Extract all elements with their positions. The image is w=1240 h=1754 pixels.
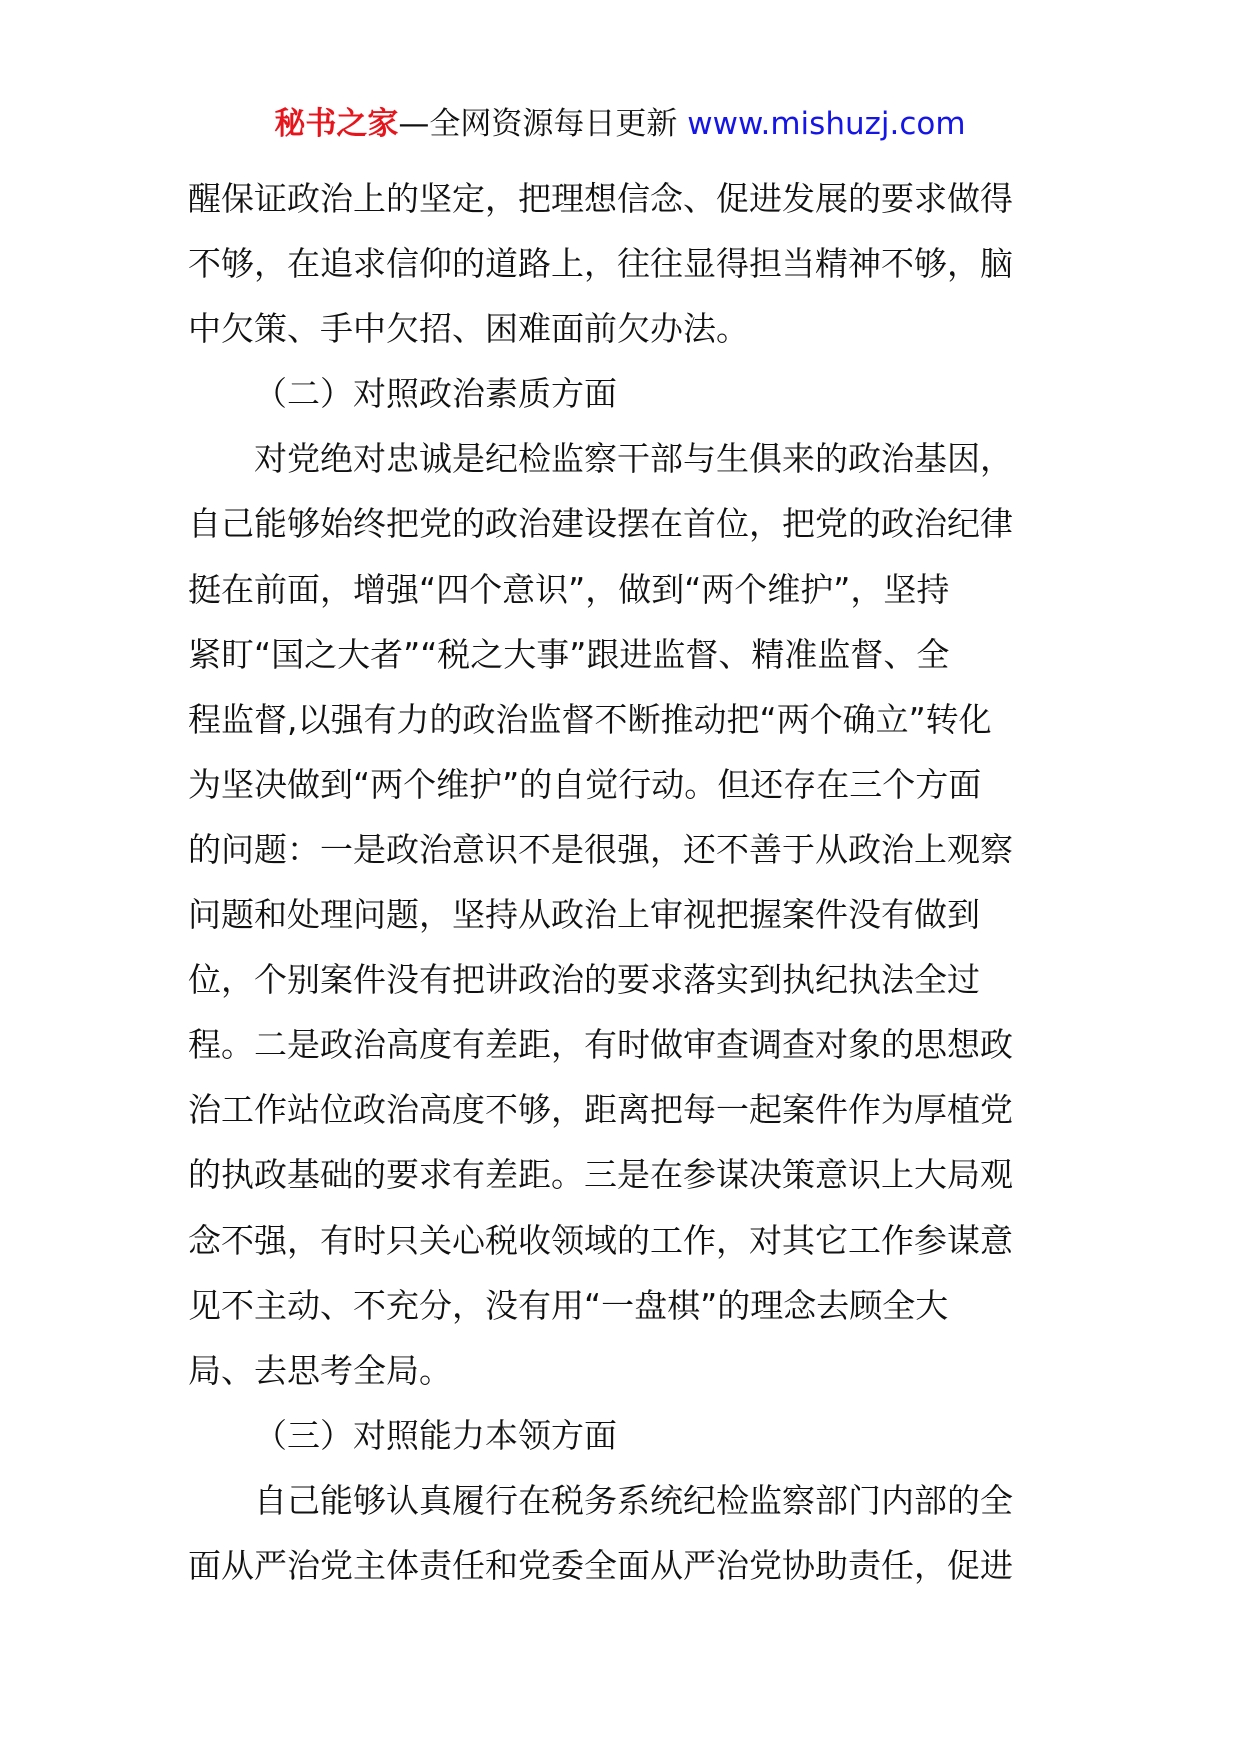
text-line: 中欠策、手中欠招、困难面前欠办法。 [188, 309, 749, 349]
text-line: 问题和处理问题，坚持从政治上审视把握案件没有做到 [188, 895, 980, 935]
text-line: 面从严治党主体责任和党委全面从严治党协助责任，促进 [188, 1545, 1013, 1585]
text-line: 自己能够认真履行在税务系统纪检监察部门内部的全 [254, 1480, 1013, 1520]
text-line: 念不强，有时只关心税收领域的工作，对其它工作参谋意 [188, 1220, 1013, 1260]
text-line: 自己能够始终把党的政治建设摆在首位，把党的政治纪律 [188, 504, 1013, 544]
text-line: 挺在前面，增强“四个意识”，做到“两个维护”，坚持 [188, 569, 950, 609]
text-line: 对党绝对忠诚是纪检监察干部与生俱来的政治基因， [254, 439, 1013, 479]
document-header [0, 102, 1240, 146]
text-line: （二）对照政治素质方面 [254, 374, 617, 414]
text-line: 的执政基础的要求有差距。三是在参谋决策意识上大局观 [188, 1155, 1013, 1195]
header-slogan: —全网资源每日更新 [398, 106, 688, 142]
text-line: 醒保证政治上的坚定，把理想信念、促进发展的要求做得 [188, 179, 1013, 218]
header-brand: 秘书之家 [274, 106, 399, 142]
document-body [188, 166, 1060, 1598]
text-line: （三）对照能力本领方面 [254, 1415, 617, 1455]
text-line: 见不主动、不充分，没有用“一盘棋”的理念去顾全大 [188, 1285, 949, 1325]
header-url-link[interactable]: www.mishuzj.com [687, 106, 966, 142]
text-line: 位，个别案件没有把讲政治的要求落实到执纪执法全过 [188, 960, 980, 1000]
text-line: 程。二是政治高度有差距，有时做审查调查对象的思想政 [188, 1025, 1013, 1065]
text-line: 治工作站位政治高度不够，距离把每一起案件作为厚植党 [188, 1090, 1013, 1130]
text-line: 局、去思考全局。 [188, 1350, 452, 1390]
text-line: 的问题：一是政治意识不是很强，还不善于从政治上观察 [188, 829, 1013, 869]
text-line: 程监督,以强有力的政治监督不断推动把“两个确立”转化 [188, 699, 992, 739]
text-line: 为坚决做到“两个维护”的自觉行动。但还存在三个方面 [188, 764, 982, 804]
text-line: 紧盯“国之大者”“税之大事”跟进监督、精准监督、全 [188, 634, 950, 674]
text-line: 不够，在追求信仰的道路上，往往显得担当精神不够，脑 [188, 244, 1013, 284]
